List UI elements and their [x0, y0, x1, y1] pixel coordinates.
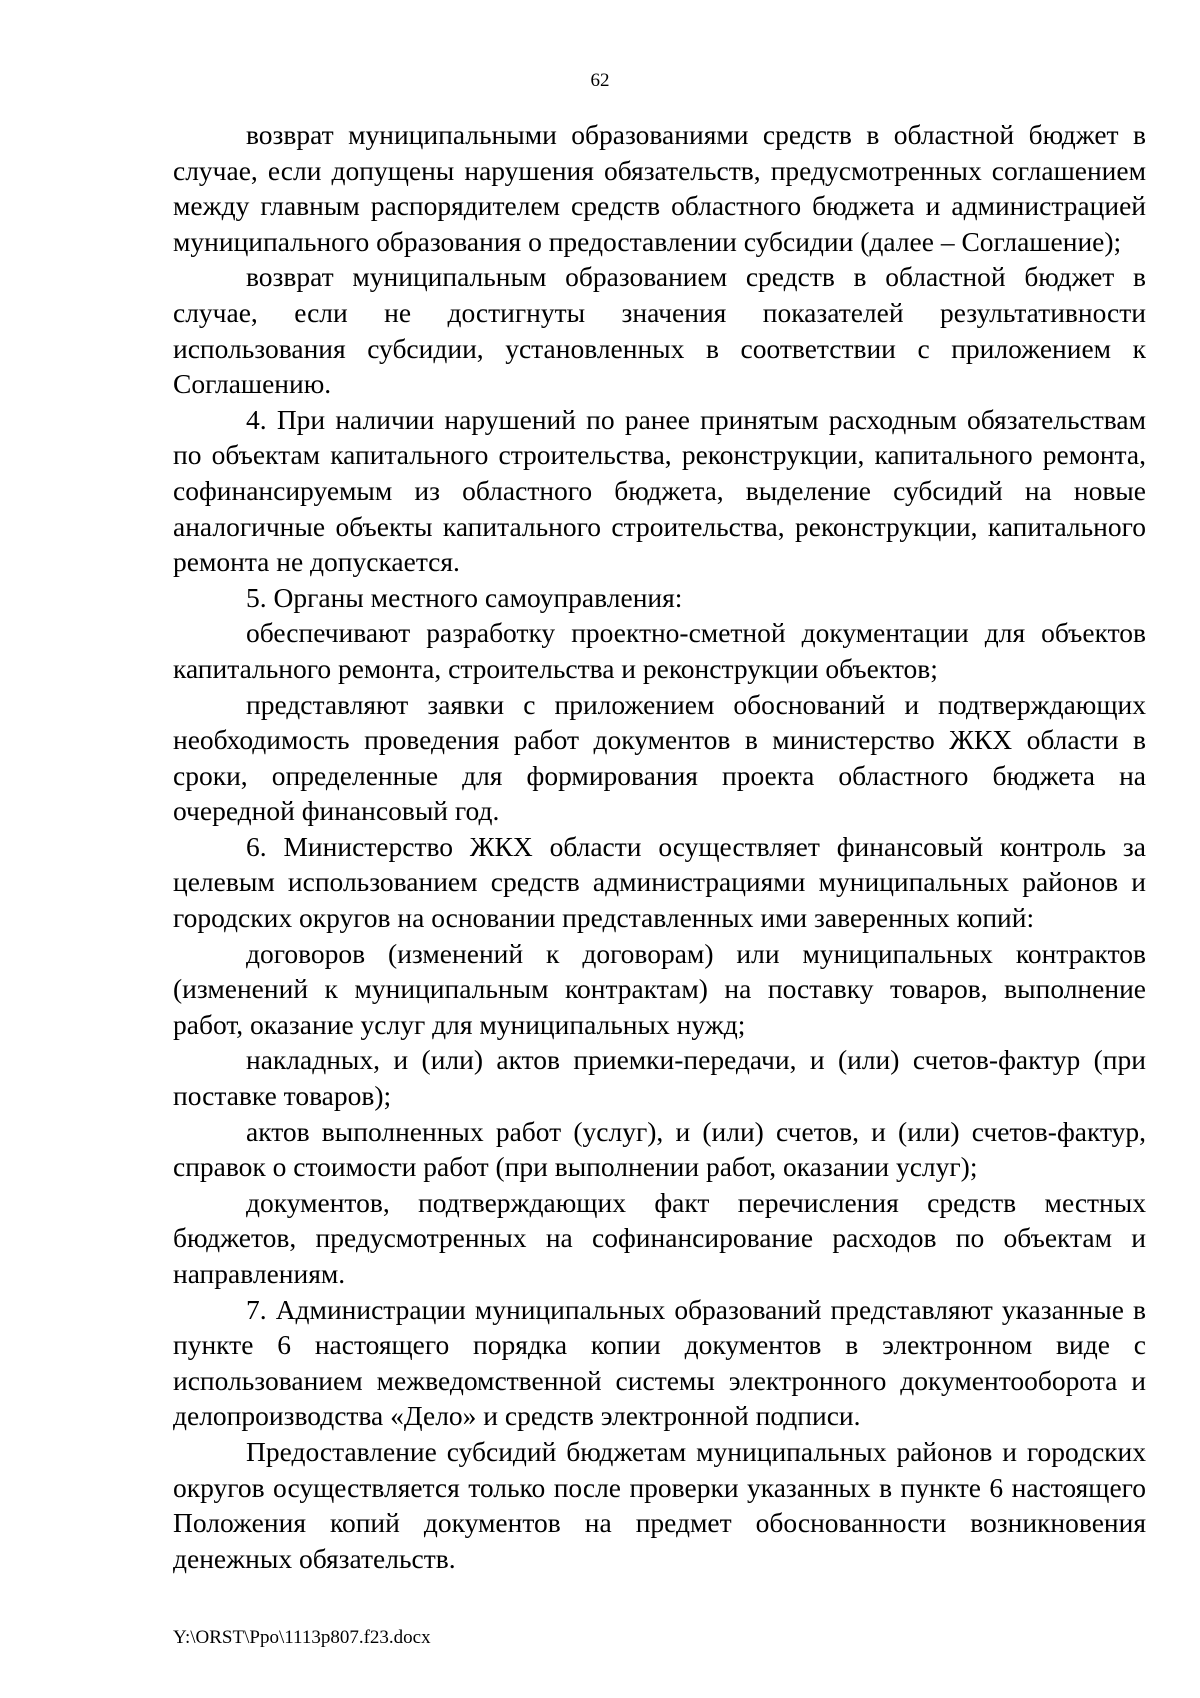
paragraph-payment-documents: документов, подтверждающих факт перечисления средств местных бюджетов, предусмотренных на софинансирование расходов по объектам и направлениям.	[173, 1186, 1146, 1289]
paragraph-refund-violations: возврат муниципальными образованиями средств в областной бюджет в случае, если допущены нарушения обязательств, предусмотренных соглашением между главным распорядителем средств областного бюджета и администрацией муниципального образования о предоставлении субсидии (далее – Соглашение);	[173, 119, 1146, 257]
paragraph-item-5: 5. Органы местного самоуправления:	[246, 581, 683, 613]
paragraph-item-6: 6. Министерство ЖКХ области осуществляет финансовый контроль за целевым использованием средств администрациями муниципальных районов и городских округов на основании представленных ими заверенных копий:	[173, 830, 1146, 934]
document-body	[173, 117, 1146, 1576]
paragraph-design-documentation: обеспечивают разработку проектно-сметной документации для объектов капитального ремонта, строительства и реконструкции объектов;	[173, 617, 1146, 684]
paragraph-contracts: договоров (изменений к договорам) или муниципальных контрактов (изменений к муниципальным контрактам) на поставку товаров, выполнение работ, оказание услуг для муниципальных нужд;	[173, 937, 1146, 1040]
paragraph-invoices: накладных, и (или) актов приемки-передачи, и (или) счетов-фактур (при поставке товаров);	[173, 1044, 1146, 1112]
paragraph-applications: представляют заявки с приложением обоснований и подтверждающих необходимость проведения работ документов в министерство ЖКХ области в сроки, определенные для формирования проекта областного бюджета на очередной финансовый год.	[173, 688, 1146, 827]
footer-file-path: Y:\ORST\Ppo\1113p807.f23.docx	[173, 1627, 431, 1648]
paragraph-work-acts: актов выполненных работ (услуг), и (или) счетов, и (или) счетов-фактур, справок о стоимости работ (при выполнении работ, оказании услуг);	[173, 1115, 1146, 1183]
page-number: 62	[590, 70, 610, 91]
paragraph-subsidy-provision: Предоставление субсидий бюджетам муниципальных районов и городских округов осуществляется только после проверки указанных в пункте 6 настоящего Положения копий документов на предмет обоснованности возникновения денежных обязательств.	[173, 1435, 1146, 1574]
paragraph-refund-indicators: возврат муниципальным образованием средств в областной бюджет в случае, если не достигнуты значения показателей результативности использования субсидии, установленных в соответствии с приложением к Соглашению.	[173, 261, 1146, 400]
paragraph-item-7: 7. Администрации муниципальных образований представляют указанные в пункте 6 настоящего порядка копии документов в электронном виде с использованием межведомственной системы электронного документооборота и делопроизводства «Дело» и средств электронной подписи.	[173, 1293, 1146, 1432]
paragraph-item-4: 4. При наличии нарушений по ранее принятым расходным обязательствам по объектам капитального строительства, реконструкции, капитального ремонта, софинансируемым из областного бюджета, выделение субсидий на новые аналогичные объекты капитального строительства, реконструкции, капитального ремонта не допускается.	[173, 403, 1146, 578]
